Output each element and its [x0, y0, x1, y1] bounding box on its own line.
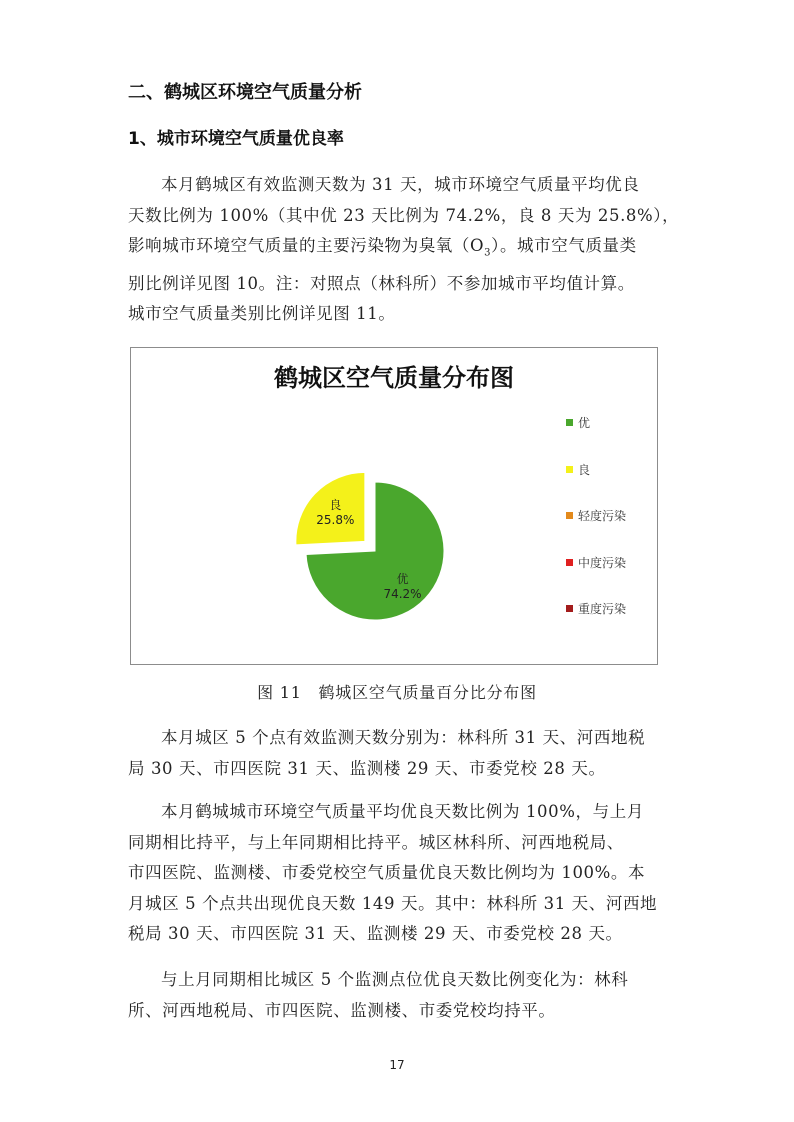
text-segment: 影响城市环境空气质量的主要污染物为臭氧（O — [128, 236, 485, 255]
pie-slice-name-label: 良 — [329, 498, 342, 513]
pie-chart-frame — [130, 347, 658, 665]
legend-swatch — [566, 605, 573, 612]
legend-label: 中度污染 — [578, 555, 627, 570]
legend-swatch — [566, 559, 573, 566]
text-line: 同期相比持平，与上年同期相比持平。城区林科所、河西地税局、 — [128, 832, 624, 852]
legend-label: 优 — [578, 416, 591, 430]
legend-item — [566, 600, 626, 617]
text-line: 别比例详见图 10。注：对照点（林科所）不参加城市平均值计算。 — [128, 273, 635, 293]
text-line: 天数比例为 100%（其中优 23 天比例为 74.2%，良 8 天为 25.8%）， — [128, 205, 680, 225]
text-line: 本月鹤城城市环境空气质量平均优良天数比例为 100%，与上月 — [161, 802, 644, 821]
text-line: 月城区 5 个点共出现优良天数 149 天。其中：林科所 31 天、河西地 — [128, 893, 658, 913]
legend-label: 良 — [578, 462, 591, 477]
legend-swatch — [566, 512, 573, 519]
section-heading: 二、鹤城区环境空气质量分析 — [128, 82, 362, 103]
subscript: 3 — [484, 247, 492, 259]
text-line: 局 30 天、市四医院 31 天、监测楼 29 天、市委党校 28 天。 — [128, 758, 606, 778]
legend-item — [566, 414, 590, 431]
subsection-heading: 1、城市环境空气质量优良率 — [128, 129, 344, 149]
paragraph-quality-rate — [128, 170, 680, 330]
legend-label: 轻度污染 — [578, 509, 627, 523]
pie-slice-percent-label: 25.8% — [316, 513, 355, 528]
figure-caption: 图 11 鹤城区空气质量百分比分布图 — [257, 683, 537, 702]
text-line: 本月城区 5 个点有效监测天数分别为：林科所 31 天、河西地税 — [161, 728, 646, 747]
legend-label: 重度污染 — [578, 602, 627, 616]
text-line: 本月鹤城区有效监测天数为 31 天，城市环境空气质量平均优良 — [161, 175, 640, 194]
text-segment: ）。城市空气质量类 — [491, 236, 637, 255]
pie-slice-name-label: 优 — [396, 572, 409, 587]
page-number: 17 — [389, 1058, 405, 1072]
paragraph-good-days-ratio — [128, 797, 680, 950]
text-line: 所、河西地税局、市四医院、监测楼、市委党校均持平。 — [128, 1000, 556, 1020]
legend-swatch — [566, 419, 573, 426]
paragraph-monitoring-days — [128, 723, 680, 784]
paragraph-comparison — [128, 965, 680, 1026]
chart-title: 鹤城区空气质量分布图 — [274, 364, 514, 392]
text-line: 市四医院、监测楼、市委党校空气质量优良天数比例均为 100%。本 — [128, 863, 646, 882]
text-line — [128, 231, 680, 269]
text-line: 与上月同期相比城区 5 个监测点位优良天数比例变化为：林科 — [161, 970, 629, 989]
text-line: 税局 30 天、市四医院 31 天、监测楼 29 天、市委党校 28 天。 — [128, 924, 623, 943]
legend-item — [566, 554, 626, 571]
legend-item — [566, 507, 626, 524]
legend-item — [566, 461, 590, 478]
text-line: 城市空气质量类别比例详见图 11。 — [128, 304, 396, 324]
legend-swatch — [566, 466, 573, 473]
pie-slice-percent-label: 74.2% — [383, 587, 422, 602]
